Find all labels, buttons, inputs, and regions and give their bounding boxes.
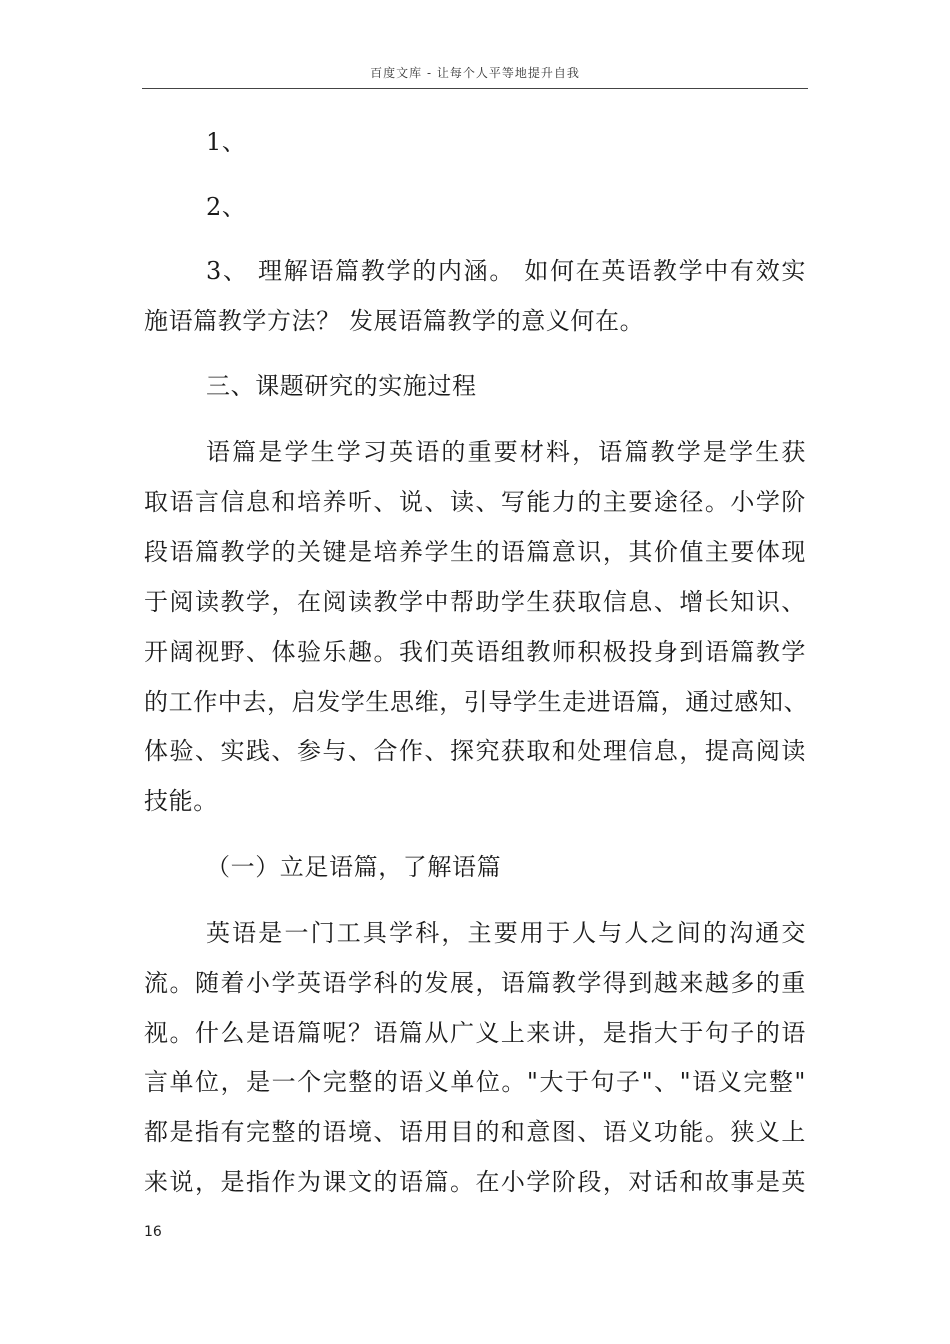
- page-number: 16: [144, 1224, 162, 1240]
- paragraph-line: 取语言信息和培养听、说、读、写能力的主要途径。小学阶: [144, 488, 806, 516]
- list-item-2: 2、: [206, 193, 247, 221]
- list-item-3: 3、 理解语篇教学的内涵。 如何在英语教学中有效实: [206, 257, 806, 285]
- paragraph-line: 流。随着小学英语学科的发展，语篇教学得到越来越多的重: [144, 969, 806, 997]
- paragraph-line: 开阔视野、体验乐趣。我们英语组教师积极投身到语篇教学: [144, 638, 806, 666]
- paragraph-line: 的工作中去，启发学生思维，引导学生走进语篇，通过感知、: [144, 688, 809, 716]
- paragraph-line: 体验、实践、参与、合作、探究获取和处理信息，提高阅读: [144, 737, 806, 765]
- paragraph-line: 都是指有完整的语境、语用目的和意图、语义功能。狭义上: [144, 1118, 806, 1146]
- section-heading: 三、课题研究的实施过程: [206, 372, 477, 400]
- subsection-heading: （一）立足语篇，了解语篇: [206, 853, 502, 881]
- paragraph-line: 于阅读教学，在阅读教学中帮助学生获取信息、增长知识、: [144, 588, 806, 616]
- paragraph-line: 施语篇教学方法？ 发展语篇教学的意义何在。: [144, 307, 645, 335]
- paragraph-line: 视。什么是语篇呢？语篇从广义上来讲，是指大于句子的语: [144, 1019, 806, 1047]
- list-item-1: 1、: [206, 128, 247, 156]
- paragraph-line: 技能。: [144, 787, 218, 815]
- paragraph-line: 段语篇教学的关键是培养学生的语篇意识，其价值主要体现: [144, 538, 806, 566]
- page-header: 百度文库 - 让每个人平等地提升自我: [142, 62, 808, 89]
- paragraph-line: 英语是一门工具学科，主要用于人与人之间的沟通交: [206, 919, 806, 947]
- paragraph-line: 语篇是学生学习英语的重要材料，语篇教学是学生获: [206, 438, 806, 466]
- paragraph-line: 来说，是指作为课文的语篇。在小学阶段，对话和故事是英: [144, 1168, 806, 1196]
- paragraph-line: 言单位，是一个完整的语义单位。"大于句子"、"语义完整": [144, 1068, 806, 1096]
